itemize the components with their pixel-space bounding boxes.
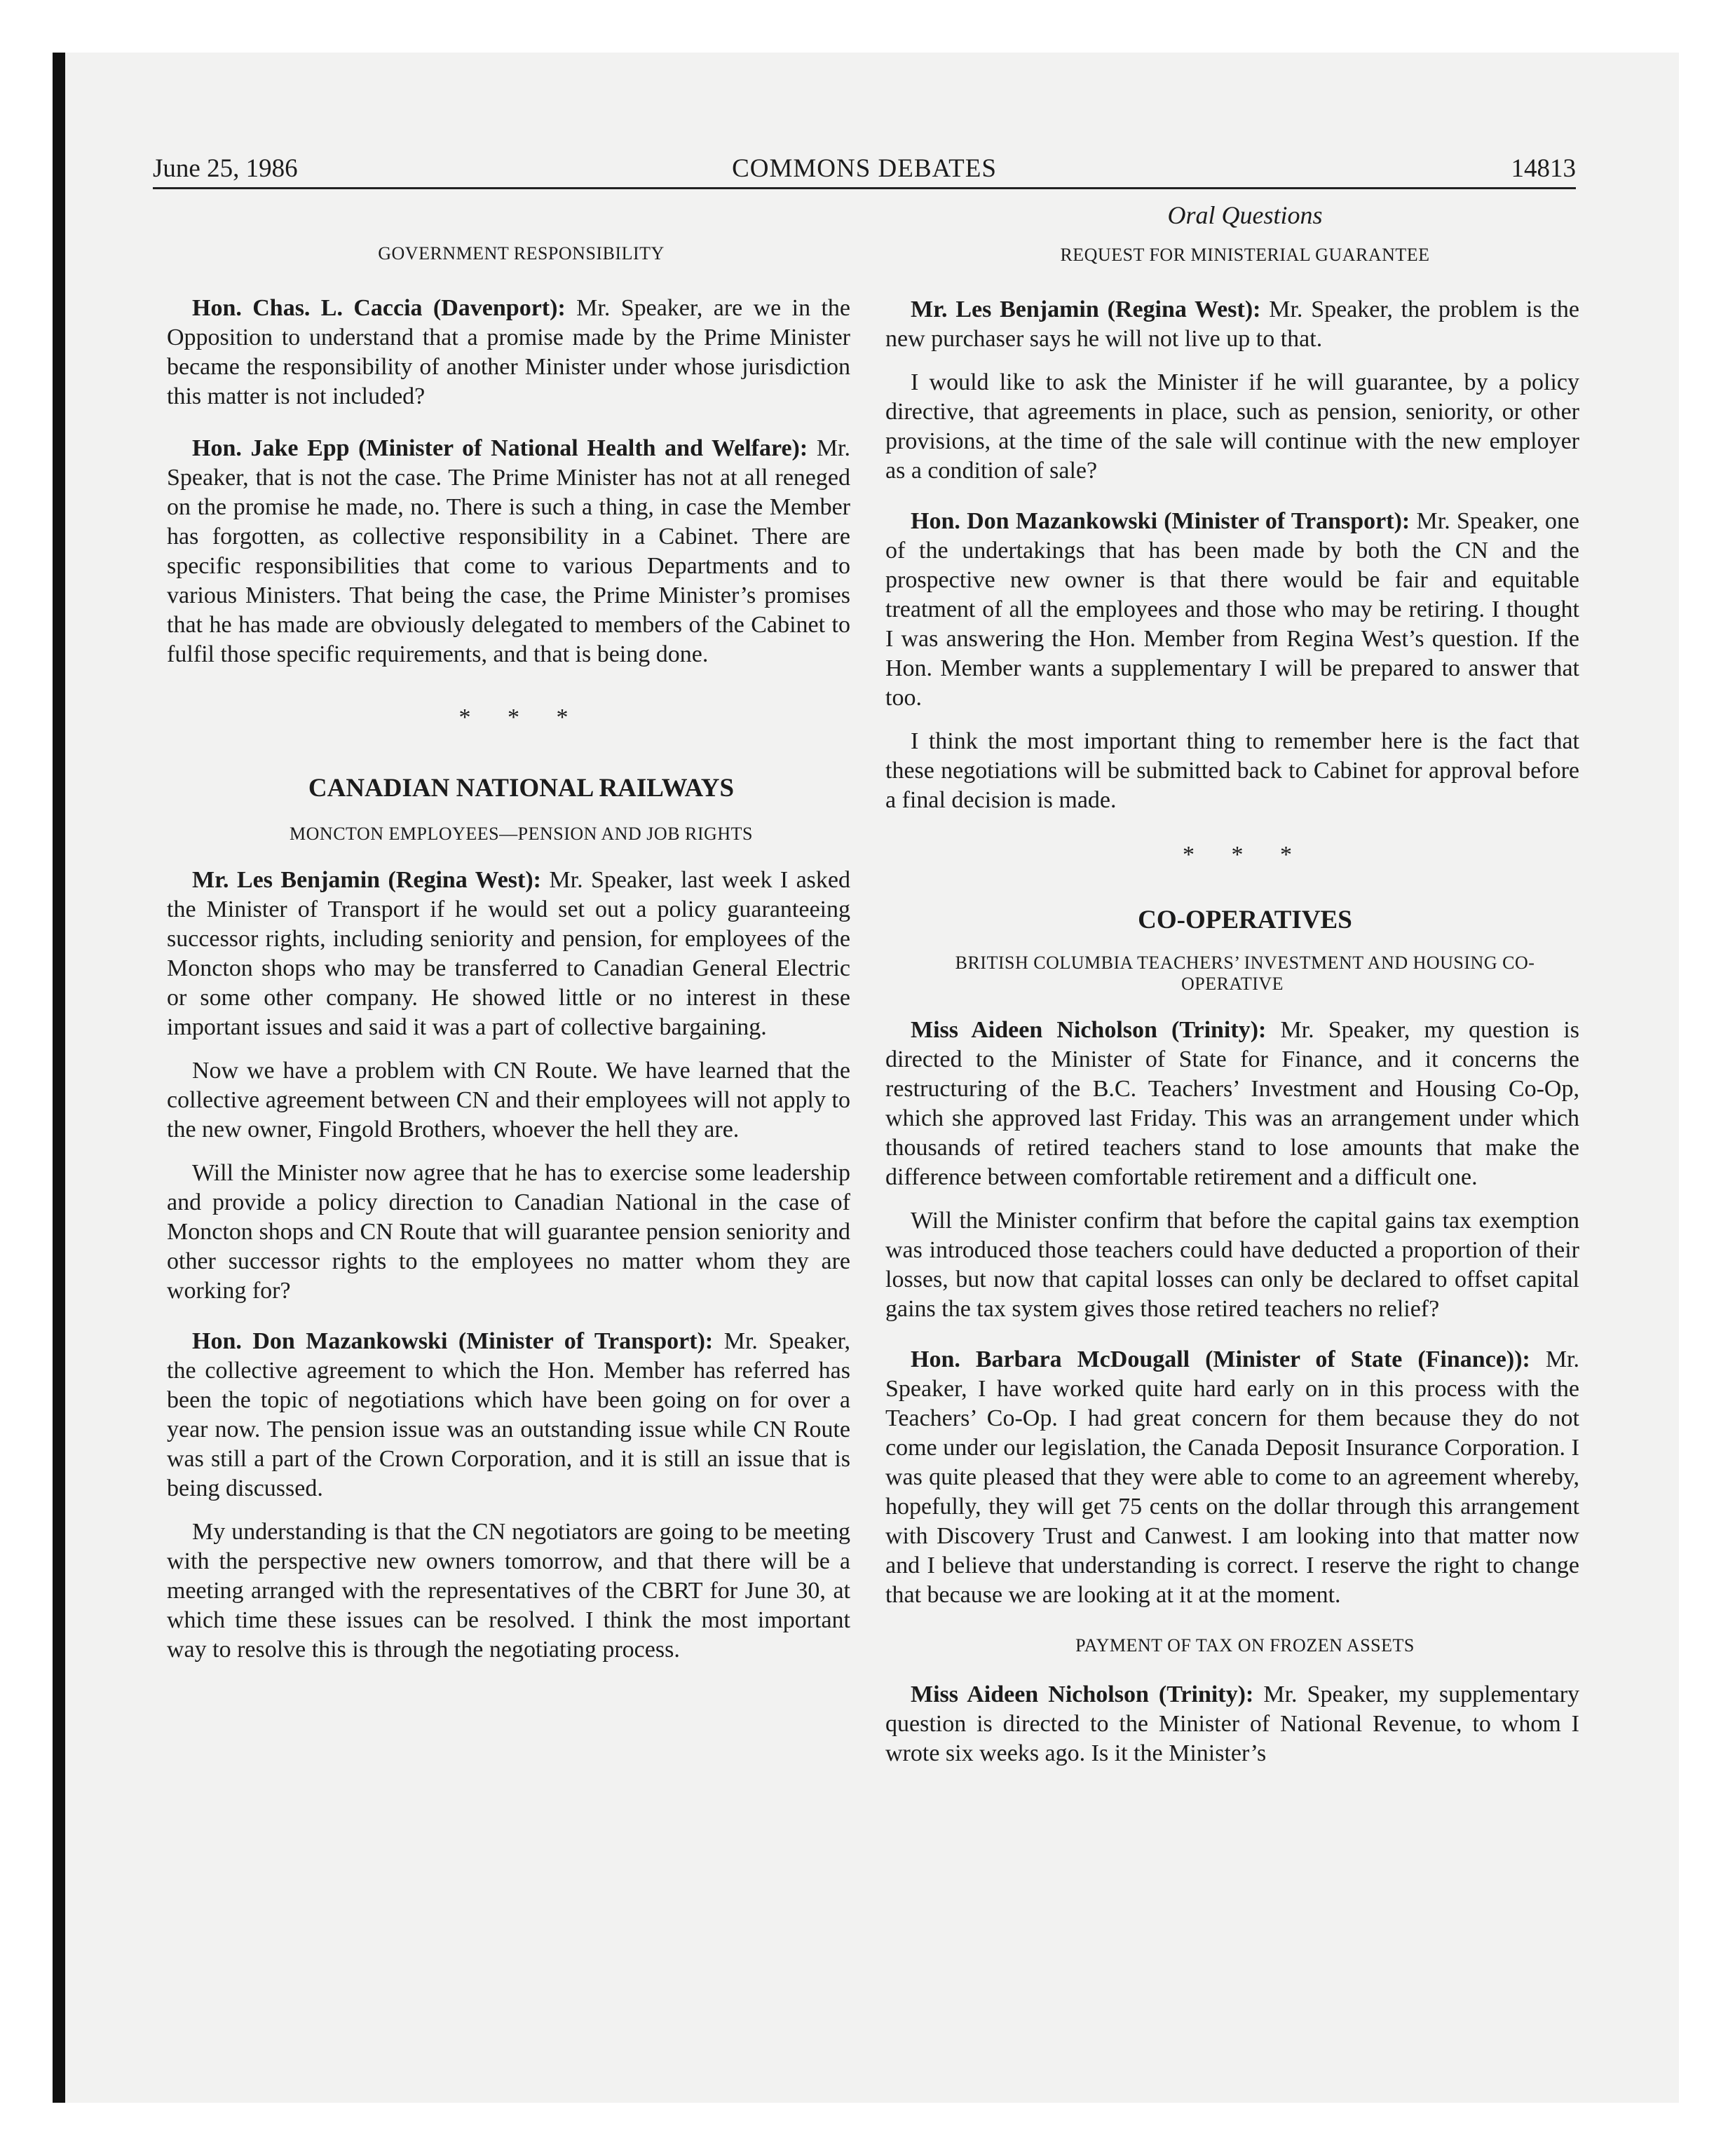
section-heading-ministerial-guarantee: REQUEST FOR MINISTERIAL GUARANTEE bbox=[1060, 245, 1430, 265]
speech-caccia bbox=[167, 294, 850, 411]
header-date: June 25, 1986 bbox=[153, 154, 298, 183]
speaker-name: Mr. Les Benjamin (Regina West): bbox=[192, 867, 542, 893]
left-column bbox=[167, 200, 850, 1679]
section-separator-stars: * * * bbox=[1183, 842, 1307, 868]
section-title-co-operatives: CO-OPERATIVES bbox=[1138, 906, 1352, 934]
subheading-bc-teachers: BRITISH COLUMBIA TEACHERS’ INVESTMENT AND HOUSING CO-OPERATIVE bbox=[955, 953, 1535, 994]
paragraph: I would like to ask the Minister if he will guarantee, by a policy directive, that agreements in place, such as pension, seniority, or other provisions, at the time of the sale will continue with the new employer as a condition of sale? bbox=[885, 369, 1579, 484]
speech-nicholson-supplementary bbox=[885, 1680, 1579, 1768]
speech-text: Mr. Speaker, the problem is the new purchaser says he will not live up to that. bbox=[885, 296, 1580, 352]
speech-text: Mr. Speaker, last week I asked the Minister of Transport if he would set out a policy guaranteeing successor rights, including seniority and pension, for employees of the Moncton shops who may be transferred to Canadian General Electric or some other company. He showed little or no interest in these important issues and said it was a part of collective bargaining. bbox=[167, 867, 851, 1040]
speaker-name: Hon. Don Mazankowski (Minister of Transport): bbox=[911, 508, 1410, 534]
paragraph: My understanding is that the CN negotiators are going to be meeting with the perspective new owners tomorrow, and that there will be a meeting arranged with the representatives of the CBRT for June 30, at which time these issues can be resolved. I think the most important way to resolve this is through the negotiating process. bbox=[167, 1519, 850, 1663]
speaker-name: Hon. Chas. L. Caccia (Davenport): bbox=[192, 295, 566, 321]
paragraph: Will the Minister confirm that before the capital gains tax exemption was introduced those teachers could have deducted a proportion of their losses, but now that capital losses can only be declared to offset capital gains the tax system gives those retired teachers no relief? bbox=[885, 1208, 1579, 1322]
running-head: Oral Questions bbox=[1167, 201, 1323, 229]
header-page-number: 14813 bbox=[1511, 154, 1576, 183]
speech-text: Mr. Speaker, I have worked quite hard early on in this process with the Teachers’ Co-Op. I had great concern for them because they do not come under our legislation, the Canada Deposit Insurance Corporation. I was quite pleased that they were able to come to an agreement whereby, hopefully, they will get 75 cents on the dollar through this arrangement with Discovery Trust and Canwest. I am looking into that matter now and I believe that understanding is correct. I reserve the right to change that because we are looking at it at the moment. bbox=[885, 1346, 1580, 1608]
subheading-frozen-assets: PAYMENT OF TAX ON FROZEN ASSETS bbox=[1075, 1635, 1415, 1656]
speaker-name: Hon. Barbara McDougall (Minister of State (Finance)): bbox=[911, 1346, 1530, 1372]
speech-text: Mr. Speaker, one of the undertakings that has been made by both the CN and the prospective new owner is that there would be fair and equitable treatment of all the employees and those who may be retiring. I thought I was answering the Hon. Member from Regina West’s question. If the Hon. Member wants a supplementary I will be prepared to answer that too. bbox=[885, 508, 1579, 711]
speech-nicholson bbox=[885, 1016, 1579, 1192]
speech-mazankowski bbox=[167, 1327, 850, 1503]
speaker-name: Mr. Les Benjamin (Regina West): bbox=[911, 296, 1261, 322]
section-heading-government-responsibility: GOVERNMENT RESPONSIBILITY bbox=[378, 243, 665, 264]
speech-mazankowski bbox=[885, 507, 1579, 713]
speech-text: Mr. Speaker, my question is directed to the Minister of State for Finance, and it concerns the restructuring of the B.C. Teachers’ Investment and Housing Co-Op, which she approved last Friday. This was an arrangement under which thousands of retired teachers stand to lose amounts that make the difference between comfortable retirement and a difficult one. bbox=[885, 1017, 1580, 1190]
section-separator-stars: * * * bbox=[458, 704, 584, 730]
speech-epp bbox=[167, 434, 850, 669]
paragraph: Will the Minister now agree that he has to exercise some leadership and provide a policy direction to Canadian National in the case of Moncton shops and CN Route that will guarantee pension seniority and other successor rights to the employees no matter whom they are working for? bbox=[167, 1160, 850, 1304]
speech-text: Mr. Speaker, are we in the Opposition to understand that a promise made by the Prime Minister became the responsibility of another Minister under whose jurisdiction this matter is not included? bbox=[167, 295, 850, 409]
speaker-name: Miss Aideen Nicholson (Trinity): bbox=[911, 1017, 1267, 1043]
scan-margin bbox=[0, 0, 53, 2156]
speech-text: Mr. Speaker, my supplementary question is directed to the Minister of National Revenue, to whom I wrote six weeks ago. Is it the Minister’s bbox=[885, 1681, 1580, 1766]
speech-text: Mr. Speaker, that is not the case. The Prime Minister has not at all reneged on the promise he made, no. There is such a thing, in case the Member has forgotten, as collective responsibility in a Cabinet. There are specific responsibilities that come to various Departments and to various Ministers. That being the case, the Prime Minister’s promises that he has made are obviously delegated to members of the Cabinet to fulfil those specific requirements, and that is being done. bbox=[167, 435, 851, 667]
speech-mcdougall bbox=[885, 1345, 1579, 1610]
right-column bbox=[885, 200, 1579, 1782]
paragraph: I think the most important thing to remember here is the fact that these negotiations will be submitted back to Cabinet for approval before a final decision is made. bbox=[885, 728, 1579, 813]
scan-binding-edge bbox=[53, 53, 65, 2103]
section-title-canadian-national-railways: CANADIAN NATIONAL RAILWAYS bbox=[308, 774, 735, 803]
subheading-moncton-employees: MONCTON EMPLOYEES—PENSION AND JOB RIGHTS bbox=[290, 824, 753, 844]
speech-benjamin bbox=[167, 866, 850, 1042]
speech-benjamin bbox=[885, 295, 1579, 354]
speaker-name: Hon. Don Mazankowski (Minister of Transport): bbox=[192, 1328, 714, 1354]
header-title: COMMONS DEBATES bbox=[732, 154, 997, 183]
paragraph: Now we have a problem with CN Route. We have learned that the collective agreement between CN and their employees will not apply to the new owner, Fingold Brothers, whoever the hell they are. bbox=[167, 1058, 850, 1142]
speaker-name: Hon. Jake Epp (Minister of National Health and Welfare): bbox=[192, 435, 808, 461]
speech-text: Mr. Speaker, the collective agreement to which the Hon. Member has referred has been the topic of negotiations which have been going on for over a year now. The pension issue was an outstanding issue while CN Route was still a part of the Crown Corporation, and it is still an issue that is being discussed. bbox=[167, 1328, 851, 1501]
page-header bbox=[153, 151, 1576, 189]
speaker-name: Miss Aideen Nicholson (Trinity): bbox=[911, 1681, 1254, 1707]
